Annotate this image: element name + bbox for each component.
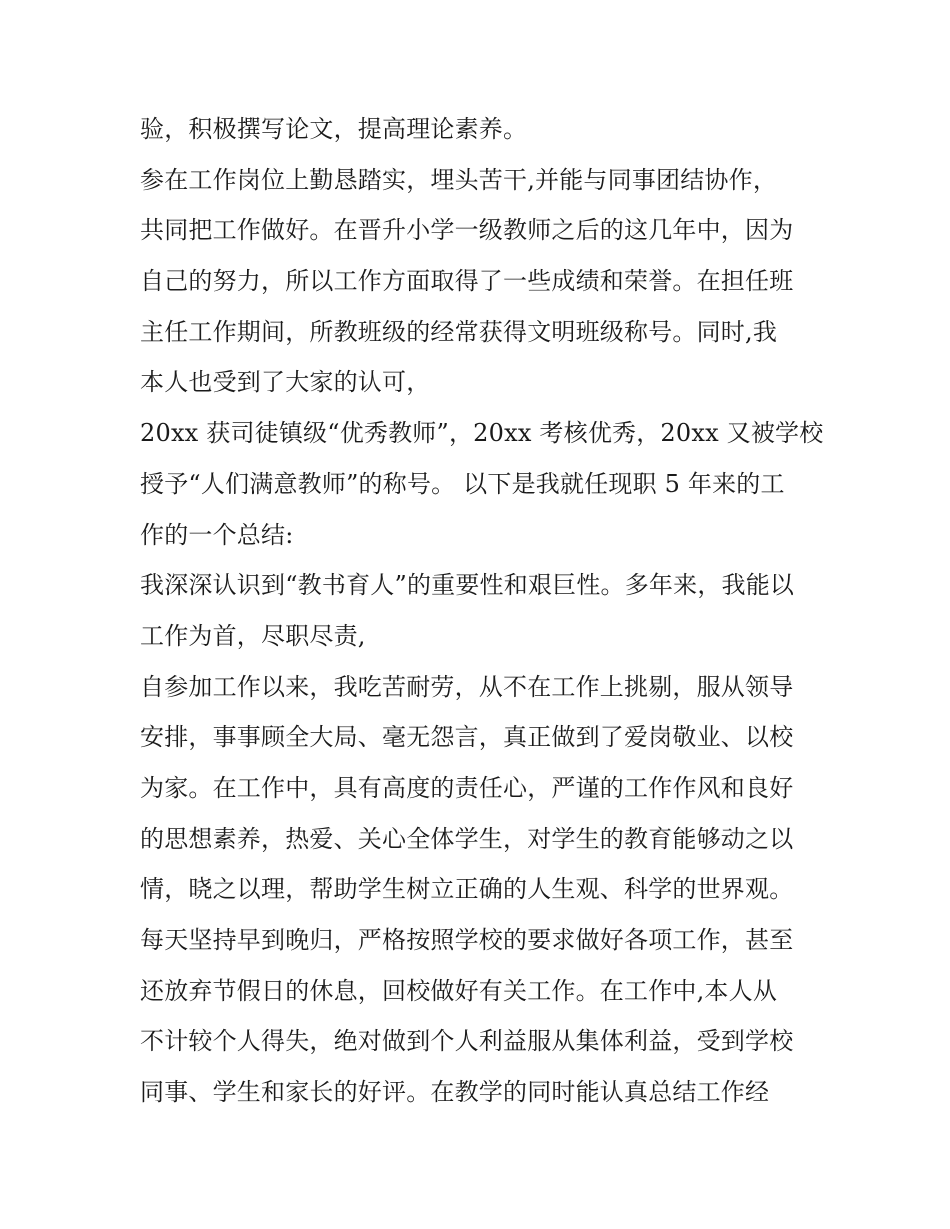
text-line: 工作为首，尽职尽责, (140, 621, 366, 650)
text-line: 的思想素养，热爱、关心全体学生，对学生的教育能够动之以 (140, 824, 794, 853)
text-line: 参在工作岗位上勤恳踏实，埋头苦干,并能与同事团结协作， (140, 165, 778, 194)
text-line: 验，积极撰写论文，提高理论素养。 (140, 115, 528, 143)
text-line: 我深深认识到“教书育人”的重要性和艰巨性。多年来，我能以 (140, 571, 795, 600)
text-line: 每天坚持早到晚归，严格按照学校的要求做好各项工作，甚至 (140, 926, 794, 954)
text-line: 主任工作期间，所教班级的经常获得文明班级称号。同时,我 (140, 317, 778, 346)
text-line: 自己的努力，所以工作方面取得了一些成绩和荣誉。在担任班 (140, 267, 794, 296)
text-line: 情，晓之以理，帮助学生树立正确的人生观、科学的世界观。 (140, 875, 794, 904)
text-line: 20xx 获司徒镇级“优秀教师”，20xx 考核优秀，20xx 又被学校 (140, 419, 824, 448)
text-line: 共同把工作做好。在晋升小学一级教师之后的这几年中，因为 (140, 216, 794, 245)
text-line: 作的一个总结: (140, 520, 294, 549)
text-line: 安排，事事顾全大局、毫无怨言，真正做到了爱岗敬业、以校 (140, 723, 794, 752)
text-line: 自参加工作以来，我吃苦耐劳，从不在工作上挑剔，服从领导 (140, 672, 794, 701)
text-line: 本人也受到了大家的认可， (140, 368, 431, 397)
text-line: 同事、学生和家长的好评。在教学的同时能认真总结工作经 (140, 1078, 770, 1107)
text-line: 为家。在工作中，具有高度的责任心，严谨的工作作风和良好 (140, 773, 794, 802)
text-line: 不计较个人得失，绝对做到个人利益服从集体利益，受到学校 (140, 1027, 794, 1056)
body-text (140, 104, 830, 1118)
text-line: 还放弃节假日的休息，回校做好有关工作。在工作中,本人从 (140, 976, 778, 1005)
text-line: 授予“人们满意教师”的称号。 以下是我就任现职 5 年来的工 (140, 469, 785, 498)
